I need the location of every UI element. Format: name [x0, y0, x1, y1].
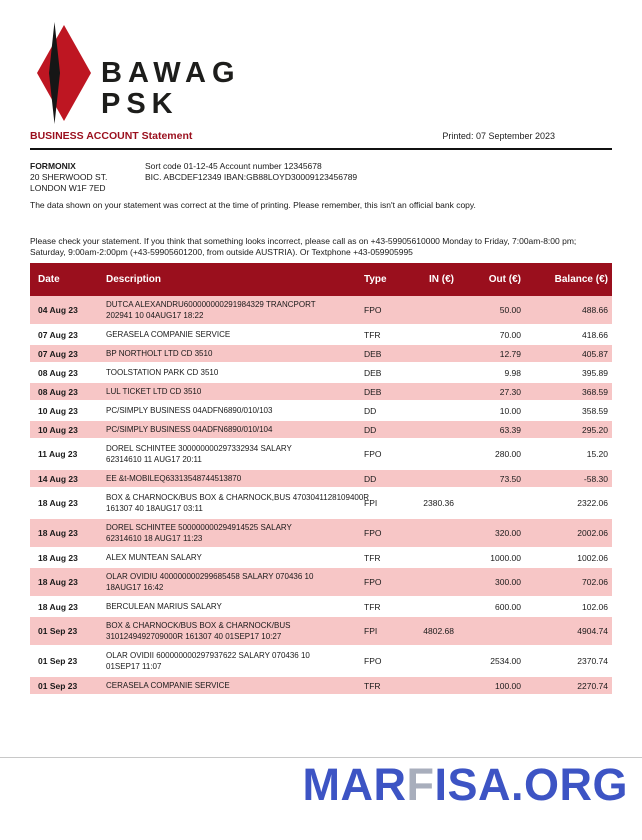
column-header-balance: Balance (€) [554, 274, 608, 285]
transaction-description [102, 443, 360, 465]
transaction-balance: 2270.74 [577, 680, 608, 691]
transaction-date: 01 Sep 23 [38, 656, 78, 666]
transaction-date: 07 Aug 23 [38, 329, 78, 340]
description-line: EE &t-MOBILEQ63313548744513870 [106, 474, 242, 483]
transaction-date: 18 Aug 23 [38, 528, 78, 538]
transaction-balance: 102.06 [582, 601, 608, 612]
transaction-description [102, 571, 360, 593]
transaction-description [102, 299, 360, 321]
transaction-date: 18 Aug 23 [38, 601, 78, 612]
amount-out: 70.00 [499, 329, 521, 340]
footer-divider [0, 757, 642, 758]
transaction-description [102, 522, 360, 544]
watermark-letter-group: F [406, 759, 435, 810]
table-row [30, 568, 612, 598]
brand-line2: PSK [101, 88, 179, 120]
amount-out: 1000.00 [490, 552, 521, 563]
description-line: LUL TICKET LTD CD 3510 [106, 387, 202, 396]
account-holder: FORMONIX [30, 161, 76, 171]
transaction-type: FPO [364, 449, 382, 459]
check-statement-notice: Please check your statement. If you think that something looks incorrect, please call as on +43-59905610000 Monday to Friday, 7:00am-8:00 pm; Saturday, 9:00am-2:00pm (+43-59905601200, from outside AUSTRIA). Or Textphone +43-059905995 [30, 236, 577, 257]
watermark-letter-group: MAR [302, 759, 407, 810]
table-row [30, 421, 612, 440]
transaction-balance: 368.59 [582, 386, 608, 397]
transaction-type: TFR [364, 329, 381, 340]
description-line: OLAR OVIDII 600000000297937622 SALARY 070436 10 [106, 651, 310, 660]
description-line: 3101249492709000R 161307 40 01SEP17 10:27 [106, 632, 282, 641]
transaction-date: 01 Sep 23 [38, 626, 78, 636]
transaction-balance: 418.66 [582, 329, 608, 340]
transaction-type: DD [364, 473, 377, 484]
description-line: PC/SIMPLY BUSINESS 04ADFN6890/010/103 [106, 406, 273, 415]
amount-out: 73.50 [499, 473, 521, 484]
description-line: GERASELA COMPANIE SERVICE [106, 330, 231, 339]
transaction-date: 10 Aug 23 [38, 405, 78, 416]
transaction-balance: 2370.74 [577, 656, 608, 666]
column-header-in: IN (€) [429, 274, 454, 285]
amount-out: 9.98 [504, 367, 521, 378]
transaction-description [102, 620, 360, 642]
description-line: 202941 10 04AUG17 18:22 [106, 311, 204, 320]
description-line: BP NORTHOLT LTD CD 3510 [106, 349, 213, 358]
transaction-type: TFR [364, 552, 381, 563]
table-body [30, 296, 612, 696]
transaction-description [102, 680, 360, 691]
table-row [30, 617, 612, 647]
amount-out: 280.00 [495, 449, 521, 459]
description-line: DUTCA ALEXANDRU600000000291984329 TRANCPORT [106, 300, 316, 309]
table-row [30, 402, 612, 421]
transaction-description [102, 552, 360, 563]
account-info-section [30, 161, 612, 194]
transaction-balance: 2002.06 [577, 528, 608, 538]
transaction-type: FPO [364, 305, 382, 315]
amount-out: 600.00 [495, 601, 521, 612]
account-details [145, 161, 357, 194]
description-line: CERASELA COMPANIE SERVICE [106, 681, 230, 690]
transaction-balance: 702.06 [582, 577, 608, 587]
transaction-balance: 395.89 [582, 367, 608, 378]
watermark [302, 759, 628, 810]
transaction-description [102, 367, 360, 378]
transaction-date: 07 Aug 23 [38, 348, 78, 359]
table-row [30, 470, 612, 489]
amount-in: 4802.68 [423, 626, 454, 636]
description-line: DOREL SCHINTEE 500000000294914525 SALARY [106, 523, 292, 532]
transaction-date: 01 Sep 23 [38, 680, 78, 691]
table-row [30, 364, 612, 383]
description-line: 62314610 18 AUG17 11:23 [106, 534, 203, 543]
transaction-type: FPO [364, 656, 382, 666]
table-row [30, 326, 612, 345]
transaction-description [102, 424, 360, 435]
table-row [30, 549, 612, 568]
transaction-balance: 4904.74 [577, 626, 608, 636]
description-line: ALEX MUNTEAN SALARY [106, 553, 202, 562]
transaction-type: TFR [364, 680, 381, 691]
bank-logo [35, 22, 335, 127]
transaction-balance: 488.66 [582, 305, 608, 315]
transaction-type: DEB [364, 367, 382, 378]
transaction-balance: 1002.06 [577, 552, 608, 563]
transaction-type: FPI [364, 626, 378, 636]
table-row [30, 677, 612, 696]
amount-in: 2380.36 [423, 498, 454, 508]
transaction-type: DD [364, 405, 377, 416]
transaction-balance: 2322.06 [577, 498, 608, 508]
transaction-date: 14 Aug 23 [38, 473, 78, 484]
amount-out: 100.00 [495, 680, 521, 691]
transaction-balance: 295.20 [582, 424, 608, 435]
transaction-description [102, 650, 360, 672]
amount-out: 2534.00 [490, 656, 521, 666]
account-holder-address [30, 161, 145, 194]
column-header-date: Date [38, 274, 60, 285]
amount-out: 10.00 [499, 405, 521, 416]
transaction-description [102, 405, 360, 416]
transaction-type: TFR [364, 601, 381, 612]
column-header-out: Out (€) [488, 274, 521, 285]
bank-name [101, 58, 241, 120]
transaction-balance: -58.30 [583, 473, 608, 484]
data-correct-notice: The data shown on your statement was correct at the time of printing. Please remember, this isn't an official bank copy. [30, 200, 476, 210]
transaction-date: 04 Aug 23 [38, 305, 78, 315]
table-row [30, 345, 612, 364]
red-diamond-shape [37, 25, 91, 121]
watermark-letter-group: ISA.ORG [434, 759, 628, 810]
transaction-description [102, 329, 360, 340]
description-line: BERCULEAN MARIUS SALARY [106, 602, 222, 611]
transaction-description [102, 492, 370, 514]
statement-title: BUSINESS ACCOUNT Statement [30, 130, 193, 142]
transaction-date: 10 Aug 23 [38, 424, 78, 435]
transaction-date: 18 Aug 23 [38, 498, 78, 508]
amount-out: 320.00 [495, 528, 521, 538]
transaction-balance: 405.87 [582, 348, 608, 359]
transaction-type: FPO [364, 577, 382, 587]
title-bar [30, 130, 612, 142]
transactions-table [30, 263, 612, 696]
table-row [30, 647, 612, 677]
transaction-description [102, 473, 360, 484]
table-row [30, 489, 612, 519]
amount-out: 63.39 [499, 424, 521, 435]
transaction-description [102, 601, 360, 612]
transaction-description [102, 386, 360, 397]
amount-out: 12.79 [499, 348, 521, 359]
description-line: BOX & CHARNOCK/BUS BOX & CHARNOCK,BUS 4703041128109400R [106, 493, 370, 502]
transaction-type: DEB [364, 386, 382, 397]
transaction-type: FPO [364, 528, 382, 538]
transaction-date: 08 Aug 23 [38, 386, 78, 397]
amount-out: 300.00 [495, 577, 521, 587]
column-header-description: Description [106, 274, 162, 285]
table-row [30, 519, 612, 549]
description-line: 01SEP17 11:07 [106, 662, 162, 671]
transaction-balance: 15.20 [586, 449, 608, 459]
description-line: 62314610 11 AUG17 20:11 [106, 455, 202, 464]
address-line1: 20 SHERWOOD ST. [30, 172, 108, 182]
transaction-date: 08 Aug 23 [38, 367, 78, 378]
transaction-type: FPI [364, 498, 378, 508]
transaction-date: 18 Aug 23 [38, 552, 78, 563]
transaction-description [102, 348, 360, 359]
table-row [30, 383, 612, 402]
description-line: PC/SIMPLY BUSINESS 04ADFN6890/010/104 [106, 425, 273, 434]
column-header-type: Type [364, 274, 387, 285]
transaction-type: DD [364, 424, 377, 435]
printed-date: Printed: 07 September 2023 [442, 131, 555, 141]
description-line: 161307 40 18AUG17 03:11 [106, 504, 203, 513]
transaction-date: 11 Aug 23 [38, 449, 78, 459]
sort-code-account-number: Sort code 01-12-45 Account number 12345678 [145, 161, 322, 171]
table-row [30, 598, 612, 617]
description-line: BOX & CHARNOCK/BUS BOX & CHARNOCK/BUS [106, 621, 291, 630]
brand-line1: BAWAG [101, 57, 241, 89]
transaction-balance: 358.59 [582, 405, 608, 416]
transaction-type: DEB [364, 348, 382, 359]
bawag-diamond-icon [35, 22, 95, 124]
table-row [30, 296, 612, 326]
address-line2: LONDON W1F 7ED [30, 183, 106, 193]
amount-out: 50.00 [499, 305, 521, 315]
header-divider [30, 148, 612, 150]
bic-iban: BIC. ABCDEF12349 IBAN:GB88LOYD30009123456789 [145, 172, 358, 182]
table-row [30, 440, 612, 470]
description-line: TOOLSTATION PARK CD 3510 [106, 368, 219, 377]
table-header [30, 263, 612, 296]
transaction-date: 18 Aug 23 [38, 577, 78, 587]
description-line: 18AUG17 16:42 [106, 583, 164, 592]
amount-out: 27.30 [499, 386, 521, 397]
description-line: DOREL SCHINTEE 300000000297332934 SALARY [106, 444, 292, 453]
description-line: OLAR OVIDIU 400000000299685458 SALARY 070436 10 [106, 572, 314, 581]
